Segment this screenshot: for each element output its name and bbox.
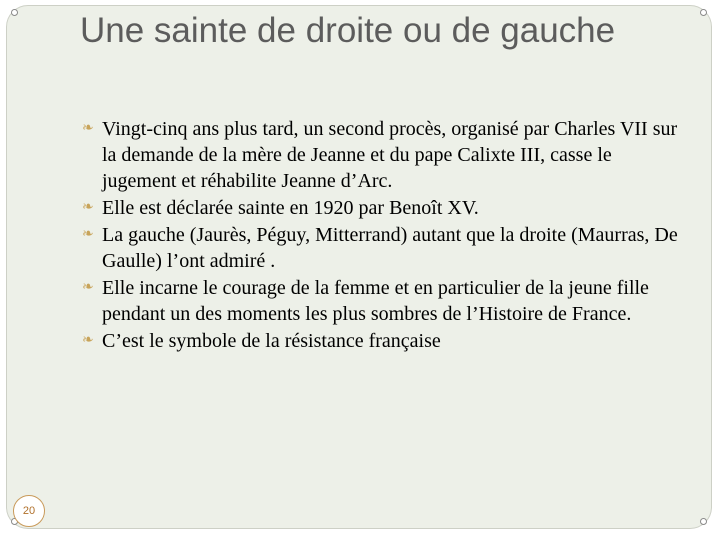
bullet-text: La gauche (Jaurès, Péguy, Mitterrand) autant que la droite (Maurras, De Gaulle) l’ont admiré . <box>102 224 678 272</box>
bullet-text: Elle est déclarée sainte en 1920 par Benoît XV. <box>102 197 479 219</box>
bullet-item <box>80 195 690 221</box>
bullet-marker-icon: ❧ <box>82 280 94 295</box>
corner-dot-icon <box>700 9 707 16</box>
bullet-item <box>80 275 690 327</box>
corner-dot-icon <box>11 9 18 16</box>
bullet-item <box>80 116 690 194</box>
corner-dot-icon <box>700 518 707 525</box>
bullet-marker-icon: ❧ <box>82 200 94 215</box>
bullet-marker-icon: ❧ <box>82 121 94 136</box>
bullet-list <box>80 116 690 355</box>
slide-title: Une sainte de droite ou de gauche <box>80 11 616 50</box>
bullet-text: Elle incarne le courage de la femme et en particulier de la jeune fille pendant un des moments les plus sombres de l’Histoire de France. <box>102 277 649 325</box>
page-number-badge <box>13 495 45 527</box>
bullet-marker-icon: ❧ <box>82 227 94 242</box>
page-number: 20 <box>22 505 36 517</box>
bullet-item <box>80 328 690 354</box>
bullet-item <box>80 222 690 274</box>
bullet-text: C’est le symbole de la résistance française <box>102 330 441 352</box>
bullet-marker-icon: ❧ <box>82 333 94 348</box>
bullet-text: Vingt-cinq ans plus tard, un second procès, organisé par Charles VII sur la demande de la mère de Jeanne et du pape Calixte III, casse le jugement et réhabilite Jeanne d’Arc. <box>102 118 678 192</box>
